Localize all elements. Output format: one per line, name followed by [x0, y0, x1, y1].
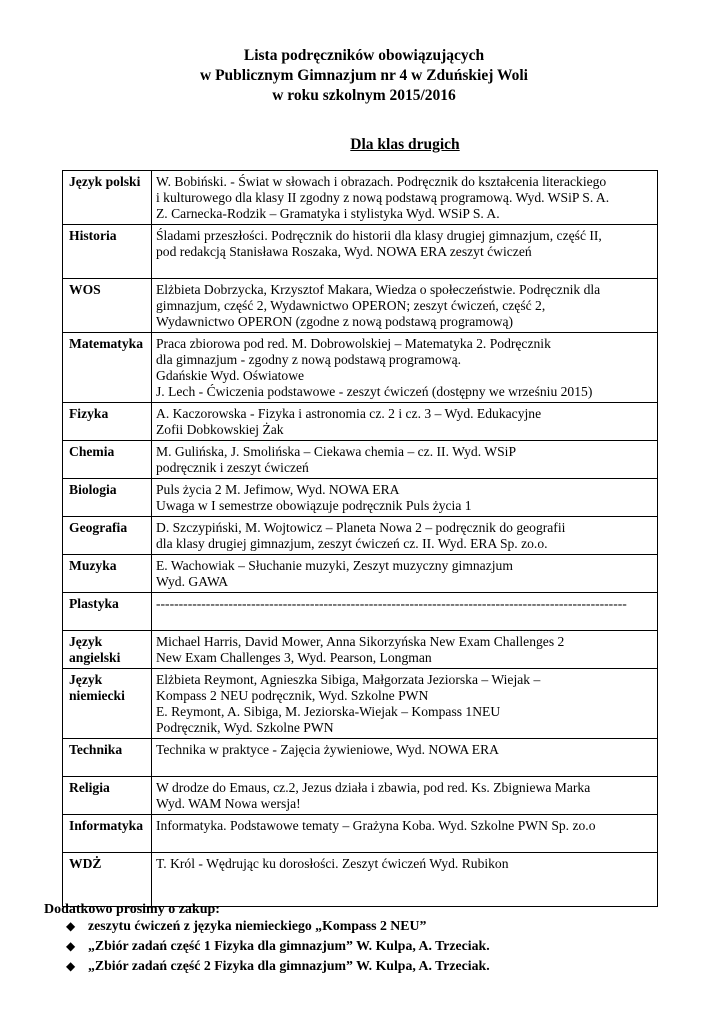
textbook-description [152, 333, 658, 403]
subject-name [63, 593, 152, 631]
list-item-text: „Zbiór zadań część 1 Fizyka dla gimnazjum” W. Kulpa, A. Trzeciak. [88, 938, 490, 953]
description-line: Uwaga w I semestrze obowiązuje podręcznik Puls życia 1 [156, 498, 472, 513]
table-row [63, 593, 658, 631]
description-line: W. Bobiński. - Świat w słowach i obrazach. Podręcznik do kształcenia literackiego [156, 174, 607, 189]
description-line: T. Król - Wędrując ku dorosłości. Zeszyt ćwiczeń Wyd. Rubikon [156, 856, 509, 871]
subject-name [63, 669, 152, 739]
list-item [44, 916, 490, 936]
extra-heading: Dodatkowo prosimy o zakup: [44, 902, 220, 917]
subject-name-line: Język [69, 672, 103, 687]
description-line: Z. Carnecka-Rodzik – Gramatyka i stylistyka Wyd. WSiP S. A. [156, 206, 500, 221]
subject-name-line: Matematyka [69, 336, 143, 351]
textbook-description [152, 171, 658, 225]
description-line [156, 758, 653, 774]
textbook-description [152, 739, 658, 777]
description-line: gimnazjum, część 2, Wydawnictwo OPERON; zeszyt ćwiczeń, część 2, [156, 298, 546, 313]
subject-name-line: Chemia [69, 444, 115, 459]
subject-name-line: Historia [69, 228, 117, 243]
description-line: Podręcznik, Wyd. Szkolne PWN [156, 720, 334, 735]
description-line: Wyd. GAWA [156, 574, 229, 589]
table-row [63, 333, 658, 403]
textbook-description [152, 279, 658, 333]
textbook-description [152, 225, 658, 279]
subject-name-line: WDŻ [69, 856, 102, 871]
subject-name [63, 555, 152, 593]
subject-name [63, 333, 152, 403]
description-line: dla klasy drugiej gimnazjum, zeszyt ćwiczeń cz. II. Wyd. ERA Sp. zo.o. [156, 536, 548, 551]
description-line: W drodze do Emaus, cz.2, Jezus działa i zbawia, pod red. Ks. Zbigniewa Marka [156, 780, 591, 795]
description-line: Praca zbiorowa pod red. M. Dobrowolskiej – Matematyka 2. Podręcznik [156, 336, 551, 351]
title-line-2: w Publicznym Gimnazjum nr 4 w Zduńskiej Woli [200, 67, 528, 84]
description-line: i kulturowego dla klasy II zgodny z nową podstawą programową. Wyd. WSiP S. A. [156, 190, 610, 205]
subject-name [63, 279, 152, 333]
textbook-description [152, 815, 658, 853]
subject-name [63, 739, 152, 777]
subject-name [63, 225, 152, 279]
table-row [63, 403, 658, 441]
subject-name-line: Biologia [69, 482, 117, 497]
textbook-description [152, 479, 658, 517]
subject-name [63, 815, 152, 853]
description-line: Zofii Dobkowskiej Żak [156, 422, 284, 437]
subject-name [63, 403, 152, 441]
description-line [156, 834, 653, 850]
description-line: Michael Harris, David Mower, Anna Sikorzyńska New Exam Challenges 2 [156, 634, 565, 649]
subject-name [63, 777, 152, 815]
list-item [44, 956, 490, 976]
subject-name-line: Fizyka [69, 406, 109, 421]
description-line: E. Wachowiak – Słuchanie muzyki, Zeszyt muzyczny gimnazjum [156, 558, 513, 573]
extra-list [44, 916, 490, 976]
description-line: D. Szczypiński, M. Wojtowicz – Planeta Nowa 2 – podręcznik do geografii [156, 520, 566, 535]
table-row [63, 669, 658, 739]
table-row [63, 441, 658, 479]
table-row [63, 225, 658, 279]
table-row [63, 479, 658, 517]
description-line: Kompass 2 NEU podręcznik, Wyd. Szkolne PWN [156, 688, 429, 703]
subject-name-line: WOS [69, 282, 101, 297]
description-line [156, 260, 653, 276]
description-line [156, 612, 653, 628]
table-row [63, 555, 658, 593]
description-line: J. Lech - Ćwiczenia podstawowe - zeszyt ćwiczeń (dostępny we wrześniu 2015) [156, 384, 593, 399]
textbook-description [152, 631, 658, 669]
description-line: Puls życia 2 M. Jefimow, Wyd. NOWA ERA [156, 482, 400, 497]
description-line [156, 872, 653, 888]
list-item-text: zeszytu ćwiczeń z języka niemieckiego „Kompass 2 NEU” [88, 918, 427, 933]
subject-name [63, 441, 152, 479]
diamond-bullet-icon: ◆ [66, 919, 76, 933]
textbook-table [62, 170, 658, 907]
textbook-description [152, 777, 658, 815]
subject-name-line: Religia [69, 780, 110, 795]
description-line [156, 888, 653, 904]
table-row [63, 739, 658, 777]
subject-name-line: Geografia [69, 520, 128, 535]
subject-name-line: Muzyka [69, 558, 117, 573]
textbook-description [152, 555, 658, 593]
title-line-3: w roku szkolnym 2015/2016 [272, 87, 456, 104]
table-row [63, 853, 658, 907]
subject-name-line: niemiecki [69, 688, 125, 703]
description-line: New Exam Challenges 3, Wyd. Pearson, Longman [156, 650, 432, 665]
table-row [63, 815, 658, 853]
table-row [63, 279, 658, 333]
textbook-description [152, 441, 658, 479]
subject-name-line: Informatyka [69, 818, 144, 833]
subject-name [63, 631, 152, 669]
subject-name-line: Język polski [69, 174, 141, 189]
subject-name [63, 853, 152, 907]
description-line: Elżbieta Dobrzycka, Krzysztof Makara, Wiedza o społeczeństwie. Podręcznik dla [156, 282, 601, 297]
description-line: -------------------------------------------------------------------------------------------------------- [156, 596, 627, 611]
description-line: podręcznik i zeszyt ćwiczeń [156, 460, 309, 475]
description-line: Informatyka. Podstawowe tematy – Grażyna Koba. Wyd. Szkolne PWN Sp. zo.o [156, 818, 596, 833]
description-line: Wydawnictwo OPERON (zgodne z nową podstawą programową) [156, 314, 514, 329]
subject-name-line: Język [69, 634, 103, 649]
diamond-bullet-icon: ◆ [66, 959, 76, 973]
title-line-1: Lista podręczników obowiązujących [243, 47, 485, 64]
description-line: E. Reymont, A. Sibiga, M. Jeziorska-Wiejak – Kompass 1NEU [156, 704, 501, 719]
description-line: Wyd. WAM Nowa wersja! [156, 796, 301, 811]
list-item [44, 936, 490, 956]
table-row [63, 171, 658, 225]
table-row [63, 517, 658, 555]
diamond-bullet-icon: ◆ [66, 939, 76, 953]
textbook-description [152, 853, 658, 907]
subject-name-line: angielski [69, 650, 121, 665]
subject-name-line: Technika [69, 742, 123, 757]
textbook-description [152, 593, 658, 631]
subject-name [63, 479, 152, 517]
description-line: Elżbieta Reymont, Agnieszka Sibiga, Małgorzata Jeziorska – Wiejak – [156, 672, 541, 687]
list-item-text: „Zbiór zadań część 2 Fizyka dla gimnazjum” W. Kulpa, A. Trzeciak. [88, 958, 490, 973]
textbook-description [152, 517, 658, 555]
description-line: M. Gulińska, J. Smolińska – Ciekawa chemia – cz. II. Wyd. WSiP [156, 444, 517, 459]
subject-name-line: Plastyka [69, 596, 119, 611]
table-row [63, 777, 658, 815]
description-line: Śladami przeszłości. Podręcznik do historii dla klasy drugiej gimnazjum, część II, [156, 228, 602, 243]
subject-name [63, 517, 152, 555]
textbook-description [152, 669, 658, 739]
description-line: dla gimnazjum - zgodny z nową podstawą programową. [156, 352, 462, 367]
table-row [63, 631, 658, 669]
subject-name [63, 171, 152, 225]
description-line: A. Kaczorowska - Fizyka i astronomia cz. 2 i cz. 3 – Wyd. Edukacyjne [156, 406, 542, 421]
description-line: pod redakcją Stanisława Roszaka, Wyd. NOWA ERA zeszyt ćwiczeń [156, 244, 532, 259]
document-title [0, 46, 725, 106]
description-line: Technika w praktyce - Zajęcia żywieniowe, Wyd. NOWA ERA [156, 742, 499, 757]
description-line: Gdańskie Wyd. Oświatowe [156, 368, 305, 383]
textbook-description [152, 403, 658, 441]
section-subtitle: Dla klas drugich [350, 136, 460, 153]
